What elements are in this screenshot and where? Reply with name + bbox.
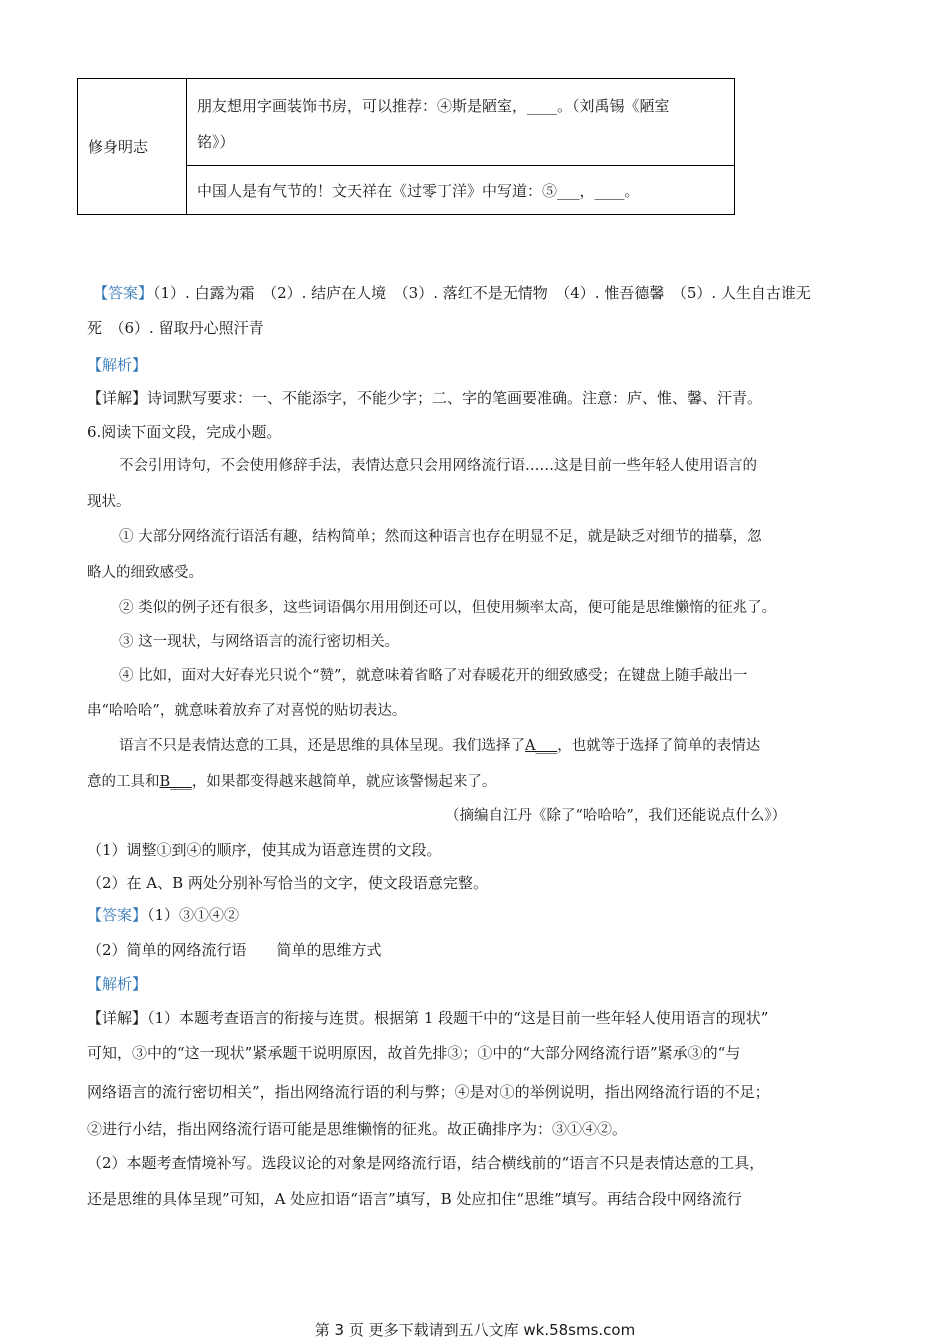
q5-answer-line-2: 死 （6）. 留取丹心照汗青 (87, 319, 264, 337)
q6-answer-label: 【答案】 (87, 906, 148, 924)
q6-detail-5: （2）本题考查情境补写。选段议论的对象是网络流行语，结合横线前的“语言不只是表情达意的工具， (87, 1154, 765, 1172)
q5-analysis-label: 【解析】 (87, 356, 148, 374)
q6-source: （摘编自江丹《除了“哈哈哈”，我们还能说点什么》） (445, 808, 787, 824)
q6-sentence-1a: ① 大部分网络流行语活有趣，结构简单；然而这种语言也存在明显不足，就是缺乏对细节的描摹，忽 (119, 529, 762, 545)
table-category: 修身明志 (78, 79, 187, 215)
q6-para-2a-pre: 语言不只是表情达意的工具，还是思维的具体呈现。我们选择了 (119, 738, 525, 754)
q6-para-2a-post: ，也就等于选择了简单的表情达 (557, 738, 761, 754)
blank-b: B___ (159, 774, 192, 790)
q6-para-1b: 现状。 (87, 494, 131, 510)
q5-answer-label: 【答案】 (93, 284, 154, 302)
page-footer: 第 3 页 更多下载请到五八文库 wk.58sms.com (314, 1321, 636, 1339)
q6-analysis-label: 【解析】 (87, 975, 148, 993)
q6-title: 6.阅读下面文段，完成小题。 (87, 423, 282, 441)
q6-detail-6: 还是思维的具体呈现”可知，A 处应扣语“语言”填写，B 处应扣住“思维”填写。再结合段中网络流行 (87, 1190, 742, 1208)
q6-detail-1-text: （1）本题考查语言的衔接与连贯。根据第 1 段题干中的“这是目前一些年轻人使用语言的现状” (147, 1009, 769, 1027)
q6-sentence-4a: ④ 比如，面对大好春光只说个“赞”，就意味着省略了对春暖花开的细致感受；在键盘上随手敲出一 (119, 668, 748, 684)
q6-sentence-4b: 串“哈哈哈”，就意味着放弃了对喜悦的贴切表达。 (87, 703, 407, 719)
q6-sentence-3: ③ 这一现状，与网络语言的流行密切相关。 (119, 634, 400, 650)
q6-subquestion-1: （1）调整①到④的顺序，使其成为语意连贯的文段。 (87, 841, 442, 859)
q6-para-2b-pre: 意的工具和 (87, 774, 160, 790)
q6-detail-3: 网络语言的流行密切相关”，指出网络流行语的利与弊；④是对①的举例说明，指出网络流行语的不足； (87, 1083, 770, 1101)
table-row-1 (187, 79, 735, 166)
table-row-2: 中国人是有气节的！文天祥在《过零丁洋》中写道：⑤___，____。 (187, 166, 735, 215)
table-row-1-text: 朋友想用字画装饰书房，可以推荐：④斯是陋室，____。（刘禹锡《陋室 (197, 97, 670, 115)
poetry-table (77, 78, 735, 215)
q5-answer-text: （1）. 白露为霜 （2）. 结庐在人境 （3）. 落红不是无情物 （4）. 惟吾德馨 （5）. 人生自古谁无 (153, 284, 811, 302)
q6-answer-1-text: （1）③①④② (147, 906, 240, 924)
q6-detail-label: 【详解】 (87, 1009, 148, 1027)
q6-sentence-2: ② 类似的例子还有很多，这些词语偶尔用用倒还可以，但使用频率太高，便可能是思维懒惰的征兆了。 (119, 600, 777, 616)
q6-para-2a (119, 736, 760, 756)
q5-detail (87, 388, 762, 408)
q6-detail-4: ②进行小结，指出网络流行语可能是思维懒惰的征兆。故正确排序为：③①④②。 (87, 1120, 628, 1138)
q6-answer-2: （2）简单的网络流行语 简单的思维方式 (87, 941, 382, 959)
q5-answer-line-1 (93, 283, 811, 303)
q6-detail-1 (87, 1008, 768, 1028)
q5-detail-text: 诗词默写要求：一、不能添字，不能少字；二、字的笔画要准确。注意：庐、惟、馨、汗青。 (147, 389, 763, 407)
q6-para-2b-post: ，如果都变得越来越简单，就应该警惕起来了。 (191, 774, 497, 790)
q6-subquestion-2: （2）在 A、B 两处分别补写恰当的文字，使文段语意完整。 (87, 874, 488, 892)
q5-detail-label: 【详解】 (87, 389, 148, 407)
table-row-1-text-cont: 铭》） (197, 133, 235, 151)
q6-para-2b (87, 772, 496, 792)
q6-sentence-1b: 略人的细致感受。 (87, 565, 203, 581)
q6-para-1a: 不会引用诗句，不会使用修辞手法，表情达意只会用网络流行语……这是目前一些年轻人使用语言的 (119, 458, 757, 474)
q6-answer-1 (87, 905, 239, 925)
q6-detail-2: 可知，③中的“这一现状”紧承题干说明原因，故首先排③；①中的“大部分网络流行语”紧承③的“与 (87, 1044, 741, 1062)
blank-a: A___ (525, 738, 558, 754)
